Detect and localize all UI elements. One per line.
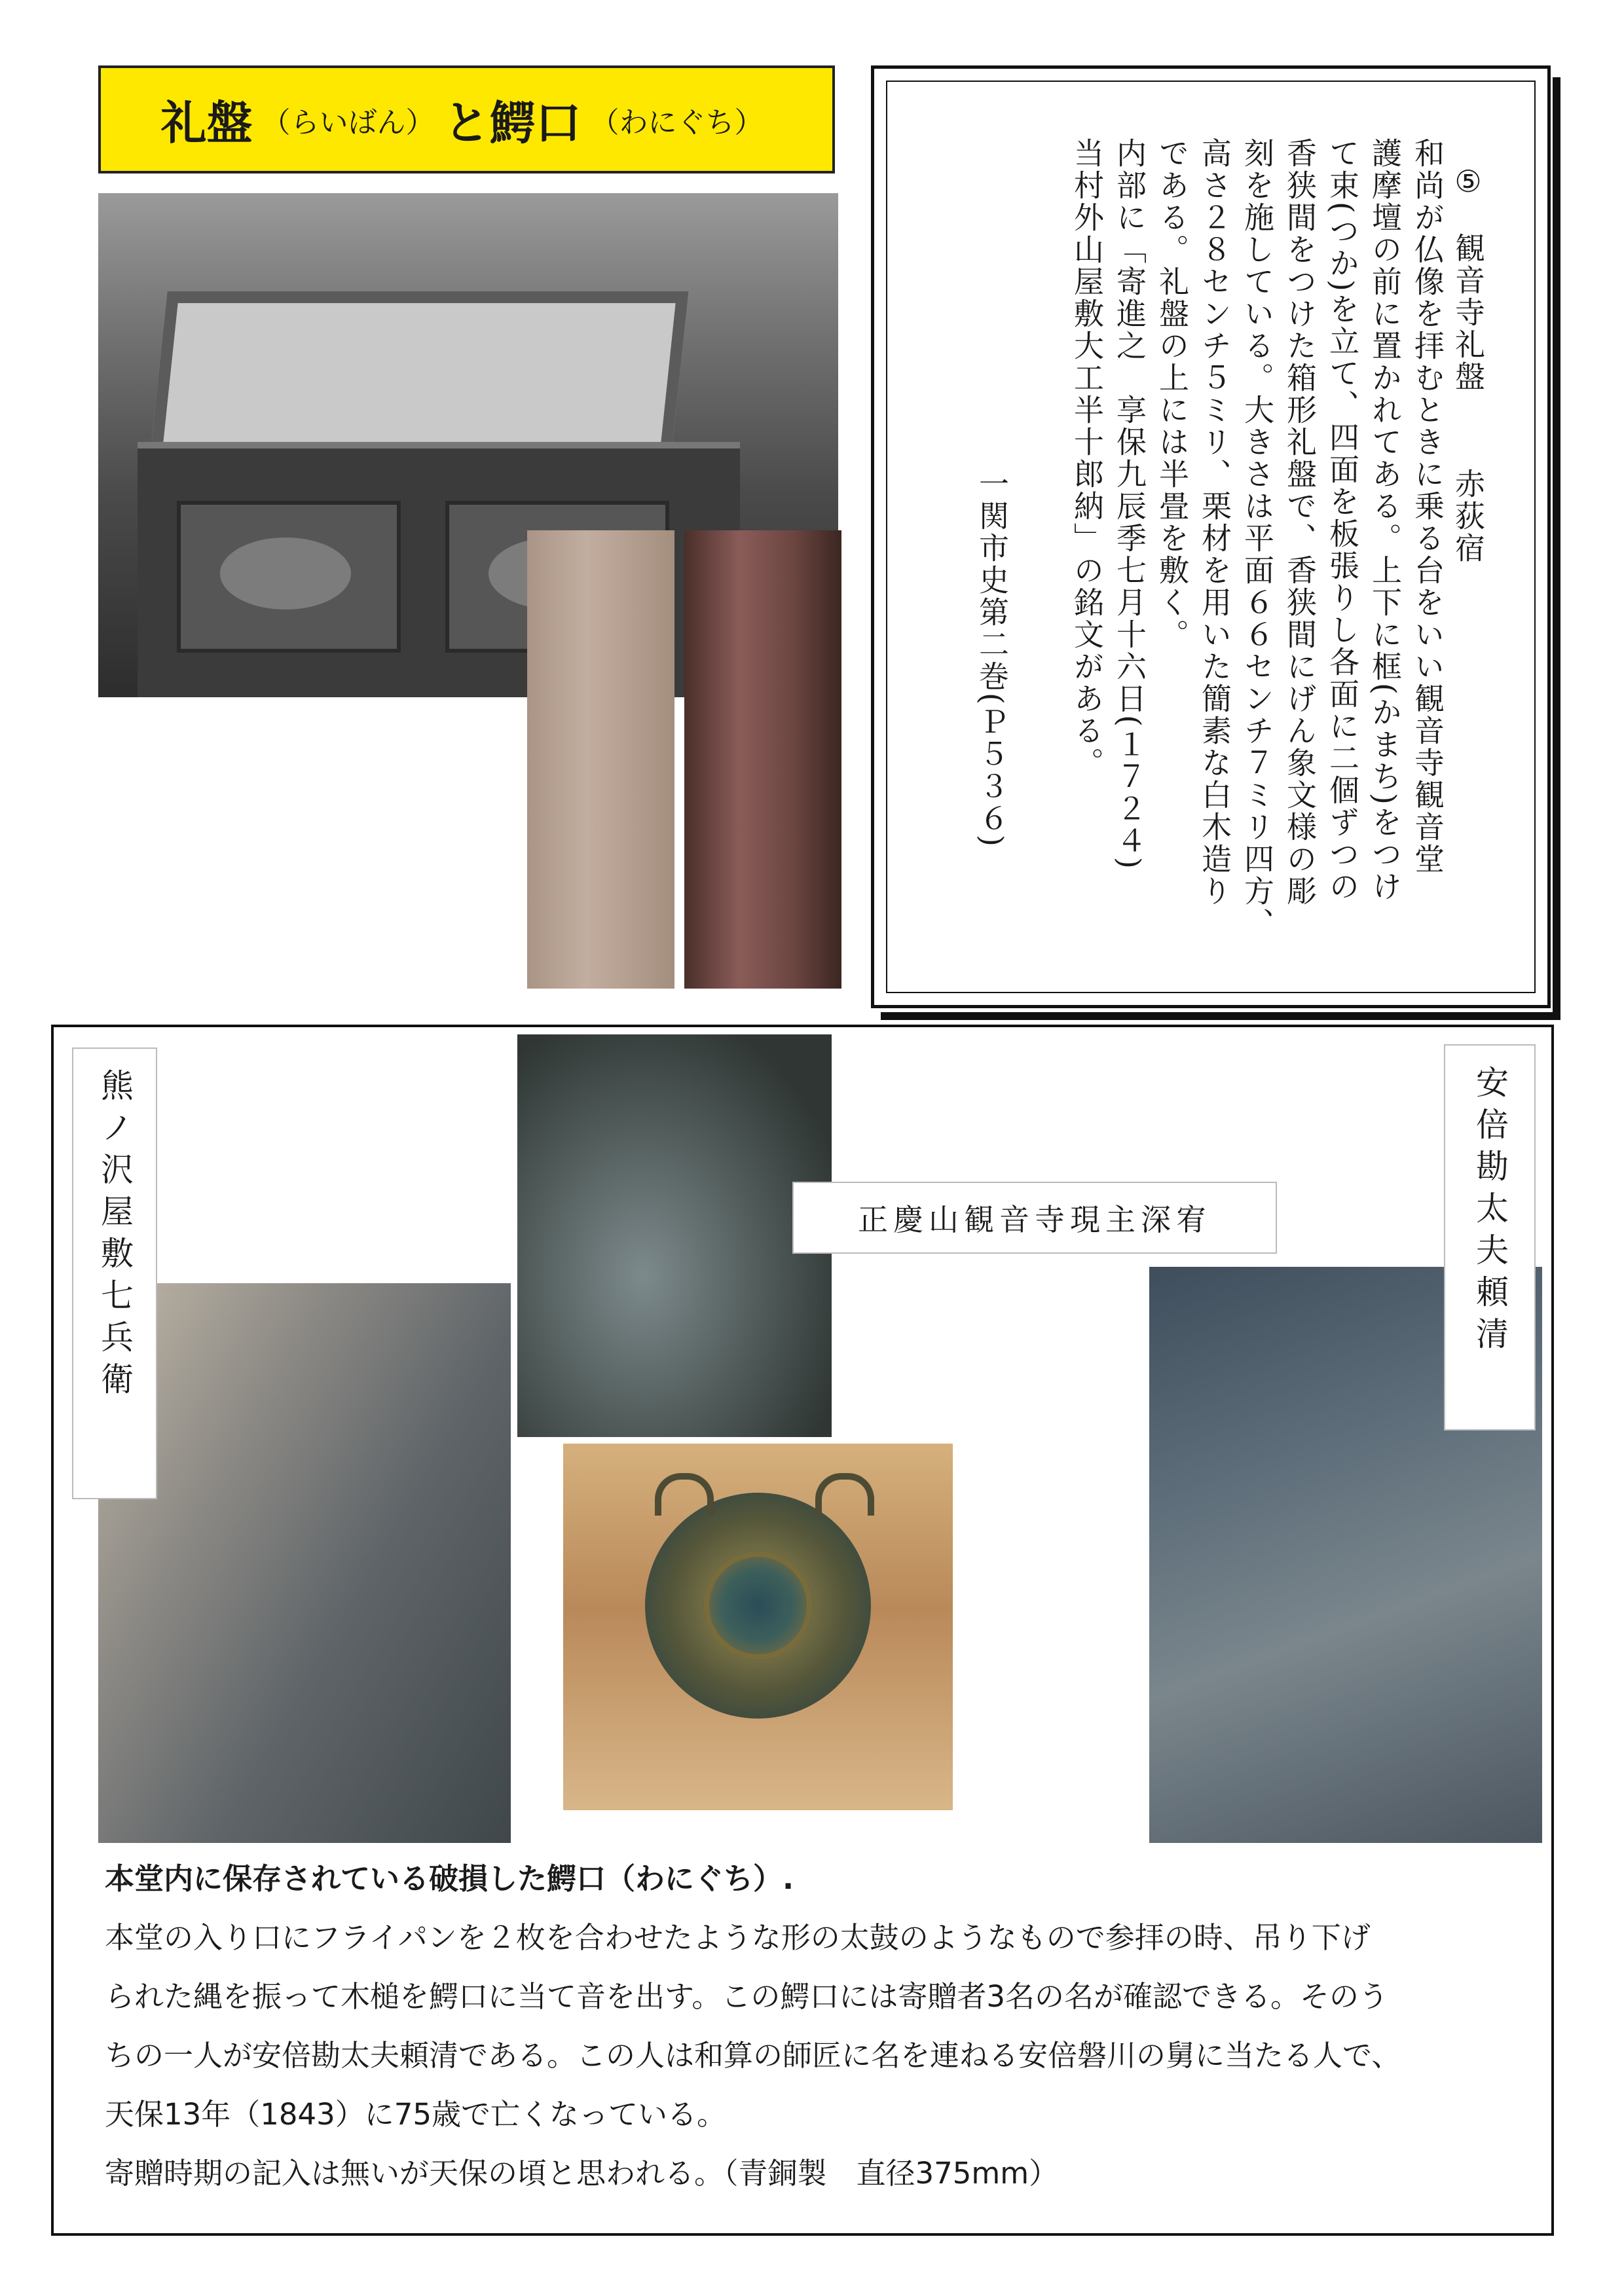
article-line-2: 護摩壇の前に置かれてある。上下に框(かまち)をつけ [1367, 137, 1403, 903]
article-source: 一関市史第二巻(Ｐ５３６) [974, 468, 1010, 848]
gong-ear-left [655, 1473, 714, 1516]
article-line-3: て束(つか)を立て、四面を板張りし各面に二個ずつの [1325, 137, 1360, 903]
article-line-5: 刻を施している。大きさは平面６６センチ７ミリ四方、 [1240, 137, 1275, 939]
waniguchi-photo-top [517, 1034, 832, 1437]
article-frame [871, 65, 1551, 1008]
article-number: ⑤ [1450, 164, 1486, 201]
body-heading: 本堂内に保存されている破損した鰐口（わにぐち）. [105, 1861, 794, 1896]
caption-left-text: 熊ノ沢屋敷七兵衛 [96, 1068, 134, 1404]
body-line-1: 本堂の入り口にフライパンを２枚を合わせたような形の太鼓のようなもので参拝の時、吊り下げ [105, 1920, 1371, 1955]
waniguchi-photo-left [98, 1283, 511, 1843]
inscription-photo-left [527, 530, 674, 989]
caption-center: 正慶山観音寺現主深宥 [792, 1182, 1277, 1254]
title-joiner: と [443, 96, 490, 150]
caption-right [1444, 1044, 1536, 1430]
waniguchi-gong [645, 1493, 871, 1719]
title-banner [98, 65, 835, 173]
raiban-panel-left [177, 501, 401, 653]
caption-right-text: 安倍勘太夫頼清 [1471, 1065, 1509, 1358]
waniguchi-photo-center [563, 1444, 953, 1810]
article-line-8: 内部に「寄進之 享保九辰季七月十六日(１７２４) [1112, 137, 1147, 871]
title-waniguchi: 鰐口 [489, 96, 581, 150]
title-raiban: 礼盤 [160, 96, 253, 150]
body-line-3: ちの一人が安倍勘太夫頼清である。この人は和算の師匠に名を連ねる安倍磐川の舅に当たる人で、 [105, 2038, 1401, 2073]
article-line-1: 和尚が仏像を拝むときに乗る台をいい観音寺観音堂 [1410, 137, 1445, 875]
body-text [105, 1850, 1532, 2203]
article-inner-border [886, 81, 1536, 993]
article-line-9: 当村外山屋敷大工半十郎納」の銘文がある。 [1069, 137, 1105, 779]
article-line-7: である。礼盤の上には半畳を敷く。 [1154, 137, 1190, 651]
title-raiban-reading: （らいばん） [261, 105, 435, 139]
article-location: 赤荻宿 [1450, 468, 1486, 564]
caption-left [72, 1048, 157, 1499]
body-line-5: 寄贈時期の記入は無いが天保の頃と思われる。（青銅製 直径375mm） [105, 2156, 1059, 2191]
body-line-4: 天保13年（1843）に75歳で亡くなっている。 [105, 2097, 727, 2132]
title-waniguchi-reading: （わにぐち） [590, 105, 764, 139]
gong-ear-right [815, 1473, 874, 1516]
article-line-6: 高さ２８センチ５ミリ、栗材を用いた簡素な白木造り [1197, 137, 1232, 907]
article-heading: 観音寺礼盤 [1450, 232, 1486, 393]
body-line-2: られた縄を振って木槌を鰐口に当て音を出す。この鰐口には寄贈者3名の名が確認できる。そのう [105, 1979, 1389, 2014]
gong-center-ring [704, 1552, 812, 1660]
article-line-4: 香狭間をつけた箱形礼盤で、香狭間にげん象文様の彫 [1282, 137, 1318, 907]
inscription-photo-right [684, 530, 841, 989]
